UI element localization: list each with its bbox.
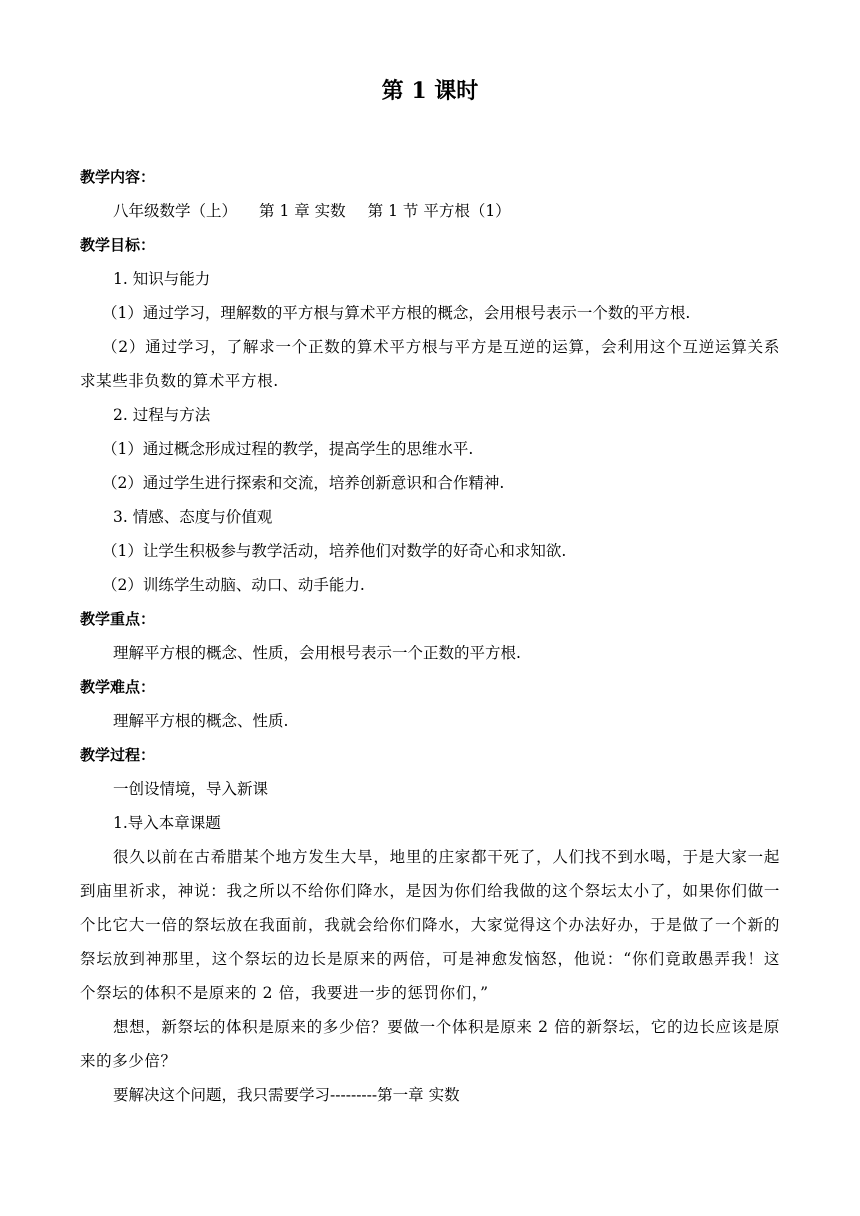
goal-2-item-2: （2）通过学生进行探索和交流，培养创新意识和合作精神.: [102, 474, 505, 492]
goal-1-item-2: （2）通过学习，了解求一个正数的算术平方根与平方是互逆的运算，会利用这个互逆运算关系求某些非负数的算术平方根.: [80, 338, 780, 390]
key-text: 理解平方根的概念、性质，会用根号表示一个正数的平方根.: [113, 644, 521, 662]
goal-2-item-1: （1）通过概念形成过程的教学，提高学生的思维水平.: [102, 440, 474, 458]
goal-1-item-1: （1）通过学习，理解数的平方根与算术平方根的概念，会用根号表示一个数的平方根.: [102, 304, 691, 322]
goals-heading: 教学目标：: [80, 236, 156, 254]
grade-label: 八年级数学（上）: [113, 202, 238, 220]
story-paragraph: 很久以前在古希腊某个地方发生大旱，地里的庄家都干死了，人们找不到水喝，于是大家一起到庙里祈求，神说：我之所以不给你们降水，是因为你们给我做的这个祭坛太小了，如果你们做一个比它大一倍的祭坛放在我面前，我就会给你们降水，大家觉得这个办法好办，于是做了一个新的祭坛放到神那里，这个祭坛的边长是原来的两倍，可是神愈发恼怒，他说：“你们竟敢愚弄我！这个祭坛的体积不是原来的 2 倍，我要进一步的惩罚你们，”: [80, 848, 780, 1002]
conclusion-line: 要解决这个问题，我只需要学习---------第一章 实数: [113, 1086, 460, 1104]
chapter-label: 第 1 章 实数: [259, 202, 346, 220]
content-heading: 教学内容：: [80, 168, 156, 186]
content-line: [80, 194, 780, 228]
goal-2-title: 2. 过程与方法: [113, 406, 211, 424]
page-title: 第 1 课时: [381, 78, 479, 104]
goal-3-title: 3. 情感、态度与价值观: [113, 508, 273, 526]
question-paragraph: 想想，新祭坛的体积是原来的多少倍？要做一个体积是原来 2 倍的新祭坛，它的边长应该是原来的多少倍？: [80, 1018, 780, 1070]
key-heading: 教学重点：: [80, 610, 156, 628]
goal-1-title: 1. 知识与能力: [113, 270, 211, 288]
goal-3-item-1: （1）让学生积极参与教学活动，培养他们对数学的好奇心和求知欲.: [102, 542, 567, 560]
process-step-1-sub: 1.导入本章课题: [113, 814, 221, 832]
difficulty-text: 理解平方根的概念、性质.: [113, 712, 289, 730]
document-body: [80, 160, 780, 1112]
process-heading: 教学过程：: [80, 746, 156, 764]
goal-3-item-2: （2）训练学生动脑、动口、动手能力.: [102, 576, 365, 594]
process-step-1: 一创设情境，导入新课: [113, 780, 269, 798]
section-label: 第 1 节 平方根（1）: [367, 202, 511, 220]
difficulty-heading: 教学难点：: [80, 678, 156, 696]
